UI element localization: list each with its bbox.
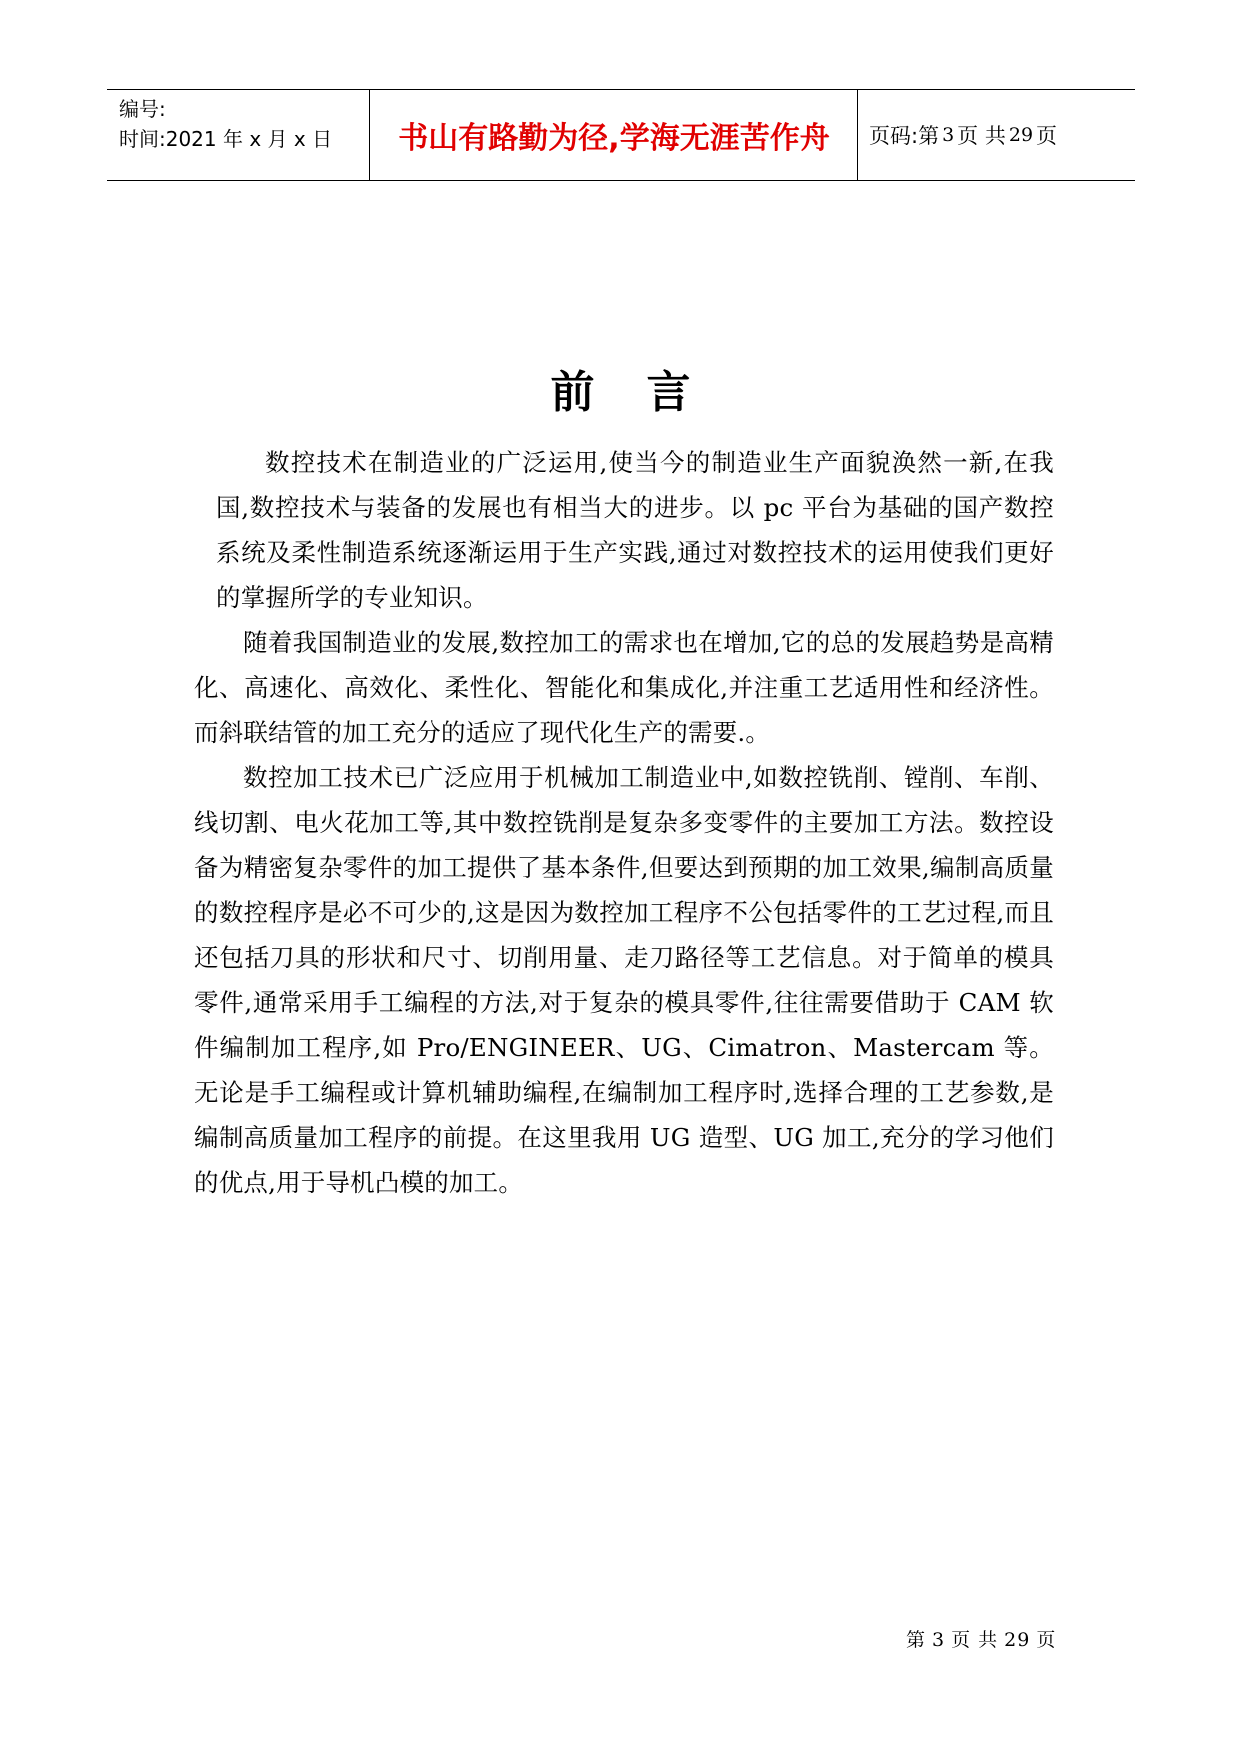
page-header [107,89,1135,181]
footer-prefix: 第 [906,1629,927,1651]
document-time-label: 时间:2021 年 x 月 x 日 [119,127,333,151]
header-divider [369,90,370,180]
header-page-prefix: 页码:第 [869,124,940,148]
footer-page-total: 29 [1004,1629,1031,1651]
title-char-1: 前 [550,367,595,418]
paragraph-1: 数控技术在制造业的广泛运用,使当今的制造业生产面貌涣然一新,在我国,数控技术与装备的发展也有相当大的进步。以 pc 平台为基础的国产数控系统及柔性制造系统逐渐运用于生产实践,通过对数控技术的运用使我们更好的掌握所学的专业知识。 [216,448,1054,612]
paragraph-3: 数控加工技术已广泛应用于机械加工制造业中,如数控铣削、镗削、车削、线切割、电火花加工等,其中数控铣削是复杂多变零件的主要加工方法。数控设备为精密复杂零件的加工提供了基本条件,但要达到预期的加工效果,编制高质量的数控程序是必不可少的,这是因为数控加工程序不公包括零件的工艺过程,而且还包括刀具的形状和尺寸、切削用量、走刀路径等工艺信息。对于简单的模具零件,通常采用手工编程的方法,对于复杂的模具零件,往往需要借助于 CAM 软件编制加工程序,如 Pro/ENGINEER、UG、Cimatron、Mastercam 等。无论是手工编程或计算机辅助编程,在编制加工程序时,选择合理的工艺参数,是编制高质量加工程序的前提。在这里我用 UG 造型、UG 加工,充分的学习他们的优点,用于导机凸模的加工。 [194,763,1054,1197]
title-char-2: 言 [646,367,691,418]
header-page-middle: 页 共 [957,124,1006,148]
header-page-total: 29 [1008,124,1034,146]
header-divider [857,90,858,180]
header-motto: 书山有路勤为径,学海无涯苦作舟 [398,121,830,156]
page-footer [906,1625,1056,1652]
footer-middle: 页 共 [951,1629,999,1651]
footer-suffix: 页 [1036,1629,1057,1651]
page-title [0,356,1241,420]
document-body [194,440,1054,1205]
header-page-indicator [869,90,1057,180]
document-number-label: 编号: [119,97,166,121]
footer-page-current: 3 [932,1629,946,1651]
header-page-suffix: 页 [1036,124,1058,148]
paragraph-2: 随着我国制造业的发展,数控加工的需求也在增加,它的总的发展趋势是高精化、高速化、高效化、柔性化、智能化和集成化,并注重工艺适用性和经济性。而斜联结管的加工充分的适应了现代化生产的需要.。 [194,628,1054,747]
header-page-current: 3 [942,124,955,146]
header-info [119,94,369,154]
